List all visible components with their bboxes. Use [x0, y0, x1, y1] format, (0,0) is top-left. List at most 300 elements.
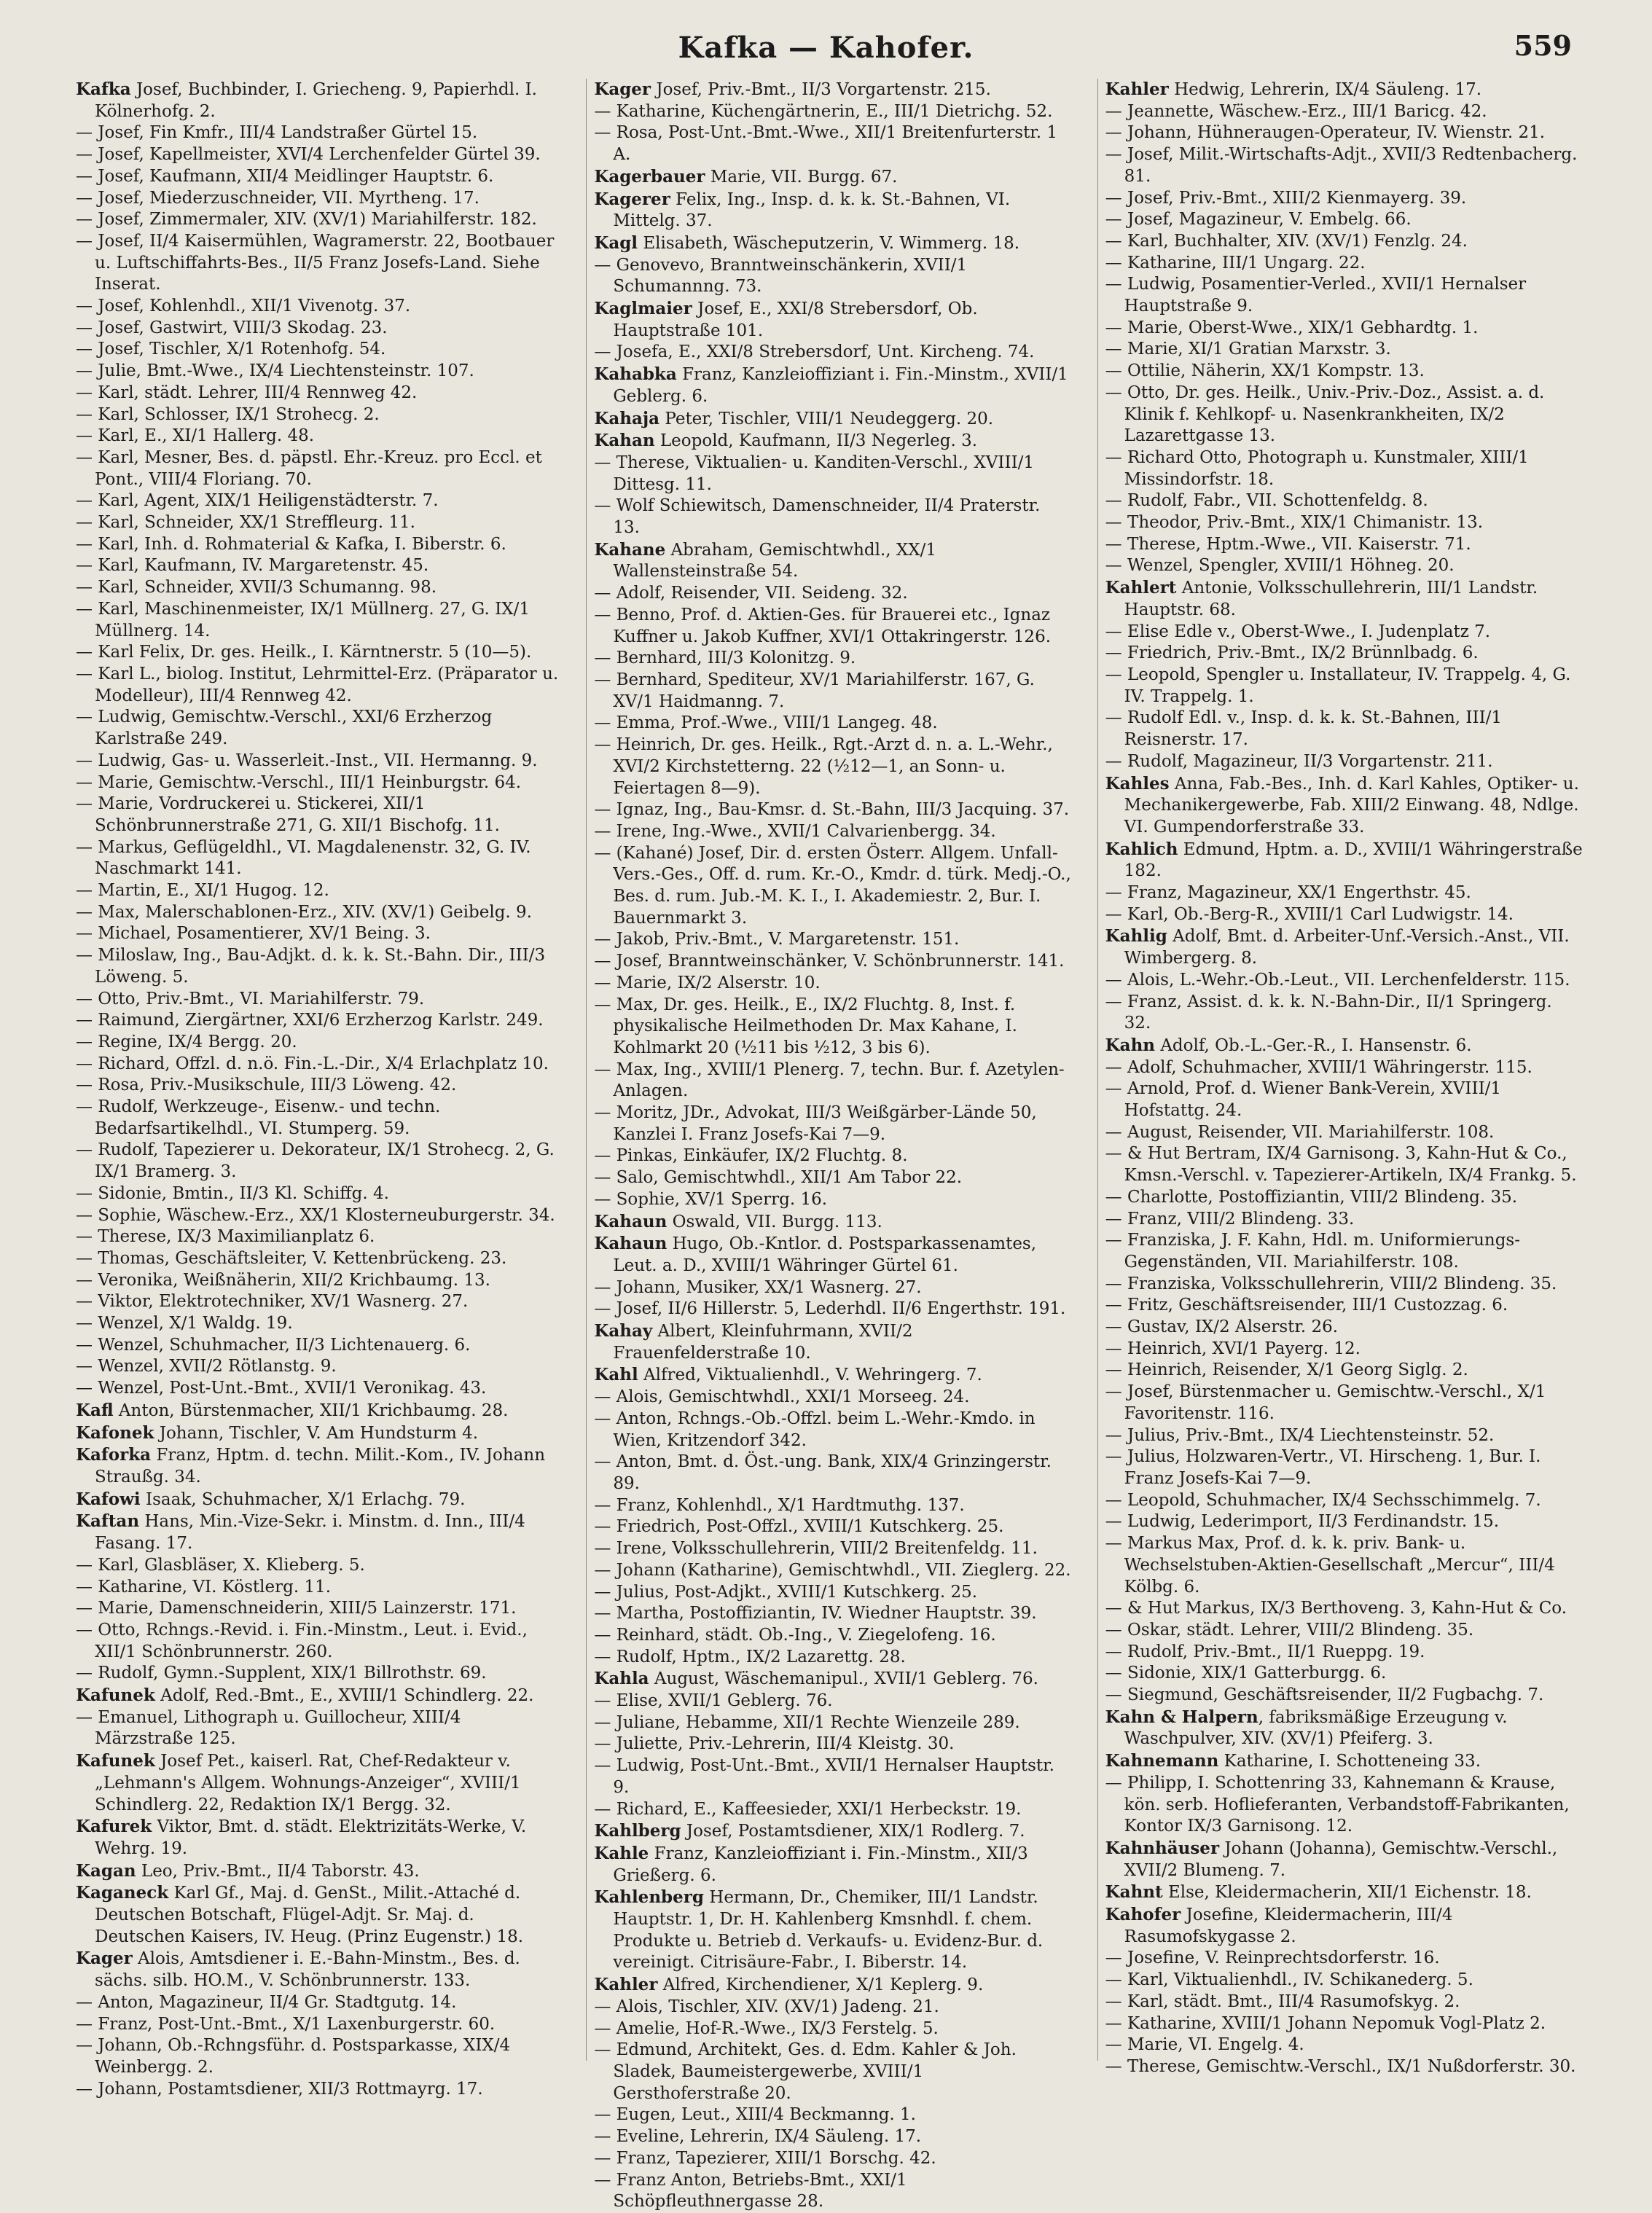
entry-text: — Josef, Kapellmeister, XVI/4 Lerchenfelder Gürtel 39. [76, 145, 541, 165]
entry-text: — Emma, Prof.-Wwe., VIII/1 Langeg. 48. [594, 713, 938, 733]
entry-surname: Kagan [76, 1860, 136, 1881]
directory-entry [1105, 1773, 1583, 1838]
directory-entry [76, 318, 560, 340]
entry-surname: Kahaja [594, 408, 660, 428]
directory-entry [1105, 2056, 1583, 2078]
entry-text: — Therese, Gemischtw.-Verschl., IX/1 Nußdorferstr. 30. [1105, 2056, 1576, 2076]
directory-entry [594, 2126, 1071, 2148]
entry-text: — Regine, IX/4 Bergg. 20. [76, 1032, 297, 1051]
directory-entry [594, 1843, 1071, 1887]
entry-surname: Kahnemann [1105, 1751, 1219, 1771]
entry-text: — Heinrich, Reisender, X/1 Georg Siglg. 2. [1105, 1360, 1468, 1380]
entry-text: — Fritz, Geschäftsreisender, III/1 Custozzag. 6. [1105, 1296, 1508, 1315]
directory-entry [594, 1712, 1071, 1734]
entry-text: — Franz, Assist. d. k. k. N.-Bahn-Dir., II/1 Springerg. 32. [1105, 992, 1552, 1033]
entry-surname: Kagerbauer [594, 166, 705, 187]
directory-entry [1105, 1991, 1583, 2013]
directory-entry [76, 404, 560, 426]
entry-text: — (Kahané) Josef, Dir. d. ersten Österr. Allgem. Unfall-Vers.-Ges., Off. d. rum. Kr.-O., Kmdr. d. türk. Medj.-O., Bes. d. rum. Jub.-M. K. I., I. Akademiestr. 2, Bur. I. Bauernmarkt 3. [594, 843, 1071, 928]
entry-text: — Rudolf Edl. v., Insp. d. k. k. St.-Bahnen, III/1 Reisnerstr. 17. [1105, 708, 1503, 750]
entry-text: Josef, Priv.-Bmt., II/3 Vorgartenstr. 215. [651, 80, 991, 99]
entry-text: Viktor, Bmt. d. städt. Elektrizitäts-Werke, V. Wehrg. 19. [95, 1817, 527, 1858]
directory-entry [594, 298, 1071, 342]
directory-entry [76, 1882, 560, 1948]
directory-entry [1105, 839, 1583, 882]
directory-entry [594, 1691, 1071, 1712]
entry-text: — Josef, Branntweinschänker, V. Schönbrunnerstr. 141. [594, 952, 1065, 971]
directory-entry [76, 1226, 560, 1248]
directory-entry [594, 408, 1071, 431]
directory-entry [76, 1620, 560, 1663]
directory-entry [594, 101, 1071, 123]
entry-text: — Marie, Vordruckerei u. Stickerei, XII/1 Schönbrunnerstraße 271, G. XII/1 Bischofg. 11. [76, 794, 500, 835]
entry-text: — Therese, IX/3 Maximilianplatz 6. [76, 1227, 375, 1247]
entry-text: — Wenzel, XVII/2 Rötlanstg. 9. [76, 1357, 337, 1376]
entry-surname: Kahan [594, 431, 655, 451]
directory-entry [1105, 101, 1583, 123]
entry-surname: Kafowi [76, 1489, 141, 1509]
entry-text: — Josef, Zimmermaler, XIV. (XV/1) Mariahilferstr. 182. [76, 210, 537, 230]
entry-text: — Josef, Bürstenmacher u. Gemischtw.-Verschl., X/1 Favoritenstr. 116. [1105, 1382, 1546, 1423]
entry-text: — Benno, Prof. d. Aktien-Ges. für Brauerei etc., Ignaz Kuffner u. Jakob Kuffner, XVI/1 Ottakringerstr. 126. [594, 605, 1052, 646]
entry-text: — Julius, Priv.-Bmt., IX/4 Liechtensteinstr. 52. [1105, 1425, 1495, 1445]
entry-text: — Otto, Rchngs.-Revid. i. Fin.-Minstm., Leut. i. Evid., XII/1 Schönbrunnerstr. 260. [76, 1620, 528, 1661]
directory-entry [1105, 773, 1583, 839]
directory-entry [1105, 383, 1583, 447]
directory-entry [76, 209, 560, 231]
entry-text: — Genovevo, Branntweinschänkerin, XVII/1 Schumannng. 73. [594, 255, 968, 297]
entry-text: — Wenzel, Spengler, XVIII/1 Höhneg. 20. [1105, 556, 1455, 576]
directory-entry [76, 188, 560, 210]
entry-text: Franz, Kanzleioffiziant i. Fin.-Minstm., XII/3 Grießerg. 6. [613, 1844, 1028, 1885]
entry-text: — Richard Otto, Photograph u. Kunstmaler, XIII/1 Missindorfstr. 18. [1105, 447, 1529, 489]
directory-entry [76, 1400, 560, 1422]
entry-text: — Arnold, Prof. d. Wiener Bank-Verein, XVIII/1 Hofstattg. 24. [1105, 1079, 1502, 1121]
directory-entry [1105, 1511, 1583, 1533]
entry-surname: Kaftan [76, 1511, 140, 1532]
entry-surname: Kahaun [594, 1211, 668, 1231]
entry-surname: Kahlberg [594, 1821, 681, 1841]
entry-text: — Karl, Agent, XIX/1 Heiligenstädterstr. 7. [76, 491, 439, 511]
entry-text: — Josef, Tischler, X/1 Rotenhofg. 54. [76, 340, 386, 359]
directory-entry [1105, 708, 1583, 751]
entry-text: — Eveline, Lehrerin, IX/4 Säuleng. 17. [594, 2127, 922, 2147]
directory-entry [594, 1603, 1071, 1625]
entry-text: Hugo, Ob.-Kntlor. d. Postsparkassenamtes, Leut. a. D., XVIII/1 Währinger Gürtel 61. [613, 1234, 1037, 1275]
entry-text: — Friedrich, Priv.-Bmt., IX/2 Brünnlbadg. 6. [1105, 643, 1479, 663]
entry-surname: Kahlig [1105, 926, 1167, 947]
entry-surname: Kahler [594, 1975, 658, 1995]
entry-text: Elisabeth, Wäscheputzerin, V. Wimmerg. 18. [638, 233, 1020, 253]
entry-text: — Leopold, Schuhmacher, IX/4 Sechsschimmelg. 7. [1105, 1490, 1541, 1510]
entry-text: — August, Reisender, VII. Mariahilferstr. 108. [1105, 1122, 1495, 1142]
entry-text: — Jakob, Priv.-Bmt., V. Margaretenstr. 151. [594, 930, 960, 949]
directory-entry [594, 1060, 1071, 1102]
directory-entry [76, 1598, 560, 1620]
entry-text: — Johann, Postamtsdiener, XII/3 Rottmayrg. 17. [76, 2079, 483, 2099]
entry-text: — Moritz, JDr., Advokat, III/3 Weißgärber-Lände 50, Kanzlei I. Franz Josefs-Kai 7—9. [594, 1103, 1037, 1144]
directory-entry [76, 447, 560, 490]
directory-entry [594, 735, 1071, 799]
entry-text: — Max, Dr. ges. Heilk., E., IX/2 Fluchtg. 8, Inst. f. physikalische Heilmethoden Dr. Max Kahane, I. Kohlmarkt 20 (½11 bis ½12, 3 bis 6). [594, 995, 1017, 1057]
entry-surname: Kahles [1105, 773, 1170, 794]
entry-text: — Elise Edle v., Oberst-Wwe., I. Judenplatz 7. [1105, 622, 1491, 641]
entry-text: Oswald, VII. Burgg. 113. [667, 1212, 882, 1231]
entry-text: — Amelie, Hof-R.-Wwe., IX/3 Ferstelg. 5. [594, 2018, 939, 2038]
entry-text: — Josef, Gastwirt, VIII/3 Skodag. 23. [76, 318, 388, 337]
entry-text: — Katharine, VI. Köstlerg. 11. [76, 1577, 332, 1597]
entry-surname: Kaganeck [76, 1883, 169, 1903]
directory-entry [76, 2014, 560, 2036]
directory-entry [76, 1750, 560, 1816]
entry-text: Franz, Kanzleioffiziant i. Fin.-Minstm., XVII/1 Geblerg. 6. [613, 365, 1068, 406]
entry-text: — Franz, Magazineur, XX/1 Engerthstr. 45. [1105, 883, 1471, 903]
directory-entry [594, 1102, 1071, 1145]
directory-entry [1105, 1642, 1583, 1664]
entry-surname: Kahabka [594, 364, 677, 385]
entry-text: — Josef, Priv.-Bmt., XIII/2 Kienmayerg. 39. [1105, 188, 1467, 208]
entry-text: — Siegmund, Geschäftsreisender, II/2 Fugbachg. 7. [1105, 1685, 1544, 1705]
directory-entry [76, 490, 560, 512]
directory-entry [76, 144, 560, 166]
columns-container [76, 79, 1583, 2212]
directory-entry [1105, 1035, 1583, 1057]
entry-text: Albert, Kleinfuhrmann, XVII/2 Frauenfelderstraße 10. [613, 1322, 913, 1363]
entry-text: — Anton, Rchngs.-Ob.-Offzl. beim L.-Wehr.-Kmdo. in Wien, Kritzendorf 342. [594, 1409, 1036, 1450]
directory-entry [594, 2018, 1071, 2040]
directory-entry [1105, 1838, 1583, 1881]
entry-text: — Sidonie, XIX/1 Gatterburgg. 6. [1105, 1664, 1387, 1683]
entry-text: , fabriksmäßige Erzeugung v. Waschpulver, XIV. (XV/1) Pfeiferg. 3. [1124, 1707, 1508, 1749]
entry-text: — Karl, Inh. d. Rohmaterial & Kafka, I. Biberstr. 6. [76, 534, 506, 554]
directory-entry [1105, 274, 1583, 317]
entry-text: — Miloslaw, Ing., Bau-Adjkt. d. k. k. St.-Bahn. Dir., III/3 Löweng. 5. [76, 946, 546, 987]
directory-entry [594, 166, 1071, 189]
entry-surname: Kahaun [594, 1234, 668, 1254]
entry-text: Josef, Postamtsdiener, XIX/1 Rodlerg. 7. [681, 1822, 1025, 1841]
entry-text: — Rosa, Priv.-Musikschule, III/3 Löweng. 42. [76, 1076, 457, 1095]
entry-text: — Max, Ing., XVIII/1 Plenerg. 7, techn. Bur. f. Azetylen-Anlagen. [594, 1060, 1065, 1101]
directory-entry [594, 995, 1071, 1060]
entry-surname: Kahn & Halpern [1105, 1707, 1258, 1727]
directory-entry [594, 843, 1071, 930]
directory-entry [594, 1495, 1071, 1517]
entry-text: — Josef, II/4 Kaisermühlen, Wagramerstr. 22, Bootbauer u. Luftschiffahrts-Bes., II/5 Franz Josefs-Land. Siehe Inserat. [76, 231, 555, 294]
directory-entry [1105, 231, 1583, 253]
directory-entry [1105, 1620, 1583, 1642]
directory-entry [76, 1444, 560, 1488]
entry-text: — Oskar, städt. Lehrer, VIII/2 Blindeng. 35. [1105, 1620, 1474, 1640]
entry-text: — Johann (Katharine), Gemischtwhdl., VII. Zieglerg. 22. [594, 1560, 1071, 1580]
directory-entry [1105, 144, 1583, 187]
entry-text: — Sophie, Wäschew.-Erz., XX/1 Klosterneuburgerstr. 34. [76, 1205, 555, 1225]
directory-entry [76, 339, 560, 361]
directory-entry [594, 1277, 1071, 1299]
entry-text: — Karl L., biolog. Institut, Lehrmittel-Erz. (Präparator u. Modelleur), III/4 Rennweg 42. [76, 664, 559, 705]
entry-surname: Kaforka [76, 1445, 152, 1465]
directory-entry [76, 945, 560, 988]
entry-text: — Rudolf, Werkzeuge-, Eisenw.- und techn. Bedarfsartikelhdl., VI. Stumperg. 59. [76, 1097, 441, 1138]
directory-entry [76, 1335, 560, 1357]
entry-text: Abraham, Gemischtwhdl., XX/1 Wallensteinstraße 54. [613, 540, 937, 581]
entry-text: — Karl, E., XI/1 Hallerg. 48. [76, 426, 315, 446]
entry-text: — Franziska, Volksschullehrerin, VIII/2 Blindeng. 35. [1105, 1274, 1557, 1293]
entry-text: — Franz, Post-Unt.-Bmt., X/1 Laxenburgerstr. 60. [76, 2014, 496, 2034]
directory-entry [1105, 1948, 1583, 1970]
entry-surname: Kahane [594, 539, 666, 560]
directory-entry [1105, 512, 1583, 534]
directory-entry [76, 707, 560, 750]
page-number: 559 [1514, 29, 1572, 62]
directory-entry [76, 1010, 560, 1032]
entry-text: — Sophie, XV/1 Sperrg. 16. [594, 1189, 828, 1209]
entry-text: — Franz, VIII/2 Blindeng. 33. [1105, 1209, 1355, 1229]
entry-surname: Kafka [76, 79, 131, 99]
directory-entry [76, 1511, 560, 1554]
directory-entry [1105, 622, 1583, 643]
directory-entry [76, 1577, 560, 1599]
entry-text: — Martin, E., XI/1 Hugog. 12. [76, 881, 329, 901]
entry-text: — Richard, Offzl. d. n.ö. Fin.-L.-Dir., X/4 Erlachplatz 10. [76, 1054, 549, 1073]
directory-entry [594, 79, 1071, 101]
directory-entry [594, 2040, 1071, 2104]
directory-entry [1105, 1425, 1583, 1447]
entry-text: Adolf, Ob.-L.-Ger.-R., I. Hansenstr. 6. [1155, 1035, 1472, 1055]
entry-surname: Kahofer [1105, 1905, 1181, 1925]
entry-surname: Kahlenberg [594, 1887, 704, 1908]
entry-text: — Rudolf, Tapezierer u. Dekorateur, IX/1 Strohecg. 2, G. IX/1 Bramerg. 3. [76, 1140, 555, 1182]
directory-entry [594, 1387, 1071, 1409]
entry-text: — Pinkas, Einkäufer, IX/2 Fluchtg. 8. [594, 1146, 908, 1166]
directory-entry [1105, 1317, 1583, 1339]
directory-entry [76, 1992, 560, 2014]
directory-entry [1105, 1122, 1583, 1144]
directory-entry [594, 453, 1071, 496]
entry-text: Leopold, Kaufmann, II/3 Negerleg. 3. [654, 431, 978, 451]
directory-entry [76, 599, 560, 642]
entry-text: — Rudolf, Magazineur, II/3 Vorgartenstr. 211. [1105, 751, 1493, 771]
directory-entry [1105, 339, 1583, 361]
directory-entry [594, 496, 1071, 538]
entry-text: — Edmund, Architekt, Ges. d. Edm. Kahler & Joh. Sladek, Baumeistergewerbe, XVIII/1 Gersthoferstraße 20. [594, 2040, 1017, 2103]
entry-surname: Kaglmaier [594, 299, 692, 319]
column-3 [1097, 79, 1583, 2076]
entry-surname: Kagerer [594, 189, 670, 209]
entry-text: — Karl, Maschinenmeister, IX/1 Müllnerg. 27, G. IX/1 Müllnerg. 14. [76, 599, 530, 641]
directory-entry [76, 534, 560, 556]
directory-entry [594, 1538, 1071, 1560]
directory-entry [1105, 79, 1583, 101]
directory-entry [76, 1378, 560, 1400]
entry-surname: Kafunek [76, 1751, 155, 1771]
entry-text: — Franz, Kohlenhdl., X/1 Hardtmuthg. 137. [594, 1495, 965, 1515]
entry-text: — Salo, Gemischtwhdl., XII/1 Am Tabor 22. [594, 1168, 963, 1188]
entry-text: — Wenzel, Schuhmacher, II/3 Lichtenauerg. 6. [76, 1335, 471, 1355]
entry-text: — Josef, Magazineur, V. Embelg. 66. [1105, 210, 1412, 230]
directory-entry [76, 1948, 560, 1991]
directory-entry [76, 1054, 560, 1076]
entry-text: — Jeannette, Wäschew.-Erz., III/1 Baricg. 42. [1105, 101, 1487, 121]
entry-text: Anton, Bürstenmacher, XII/1 Krichbaumg. 28. [113, 1401, 509, 1420]
directory-entry [594, 1145, 1071, 1167]
directory-entry [76, 1707, 560, 1750]
directory-entry [76, 122, 560, 144]
directory-entry [1105, 1663, 1583, 1685]
directory-entry [594, 1974, 1071, 1997]
directory-entry [594, 1755, 1071, 1798]
directory-entry [594, 670, 1071, 713]
entry-text: — Therese, Viktualien- u. Kanditen-Verschl., XVIII/1 Dittesg. 11. [594, 453, 1035, 494]
entry-text: Johann (Johanna), Gemischtw.-Verschl., XVII/2 Blumeng. 7. [1124, 1838, 1558, 1880]
entry-text: — Marie, Oberst-Wwe., XIX/1 Gebhardtg. 1. [1105, 318, 1479, 337]
directory-entry [594, 1997, 1071, 2018]
column-2 [586, 79, 1071, 2212]
entry-text: — Wenzel, Post-Unt.-Bmt., XVII/1 Veronikag. 43. [76, 1379, 487, 1398]
directory-entry [76, 1205, 560, 1227]
directory-entry [76, 512, 560, 534]
directory-entry [1105, 1881, 1583, 1904]
entry-text: — Markus, Geflügeldhl., VI. Magdalenenstr. 32, G. IV. Naschmarkt 141. [76, 837, 531, 879]
entry-text: — Reinhard, städt. Ob.-Ing., V. Ziegelofeng. 16. [594, 1625, 996, 1645]
directory-entry [76, 1422, 560, 1445]
directory-entry [1105, 882, 1583, 904]
entry-text: Edmund, Hptm. a. D., XVIII/1 Währingerstraße 182. [1124, 839, 1583, 881]
directory-entry [1105, 1295, 1583, 1317]
directory-entry [1105, 2013, 1583, 2035]
directory-entry [1105, 1533, 1583, 1598]
entry-text: Franz, Hptm. d. techn. Milit.-Kom., IV. Johann Straußg. 34. [95, 1446, 546, 1487]
entry-text: — Bernhard, Spediteur, XV/1 Mariahilferstr. 167, G. XV/1 Haidmanng. 7. [594, 670, 1035, 711]
directory-entry [76, 1270, 560, 1292]
entry-text: Hermann, Dr., Chemiker, III/1 Landstr. Hauptstr. 1, Dr. H. Kahlenberg Kmsnhdl. f. chem. Produkte u. Betrieb d. Verkaufs- u. Evidenz-Bur. d. vereinigt. Citrisäure-Fabr., I. Biberstr. 14. [613, 1888, 1044, 1973]
directory-entry [76, 1248, 560, 1270]
entry-text: — Josef, Kaufmann, XII/4 Meidlinger Hauptstr. 6. [76, 166, 494, 186]
entry-text: — Marie, XI/1 Gratian Marxstr. 3. [1105, 340, 1391, 359]
entry-surname: Kager [594, 79, 651, 99]
entry-text: — & Hut Bertram, IX/4 Garnisong. 3, Kahn-Hut & Co., Kmsn.-Verschl. v. Tapezierer-Artikeln, IX/4 Frankg. 5. [1105, 1144, 1577, 1186]
directory-entry [594, 1364, 1071, 1387]
entry-surname: Kahn [1105, 1035, 1156, 1055]
directory-entry [1105, 1143, 1583, 1186]
entry-text: — Raimund, Ziergärtner, XXI/6 Erzherzog Karlstr. 249. [76, 1011, 544, 1030]
entry-text: — Rosa, Post-Unt.-Bmt.-Wwe., XII/1 Breitenfurterstr. 1 A. [594, 123, 1058, 165]
directory-entry [1105, 361, 1583, 383]
entry-text: — Rudolf, Hptm., IX/2 Lazarettg. 28. [594, 1647, 906, 1666]
entry-text: Johann, Tischler, V. Am Hundsturm 4. [154, 1423, 479, 1443]
directory-entry [76, 772, 560, 794]
directory-entry [594, 1820, 1071, 1843]
entry-text: — Veronika, Weißnäherin, XII/2 Krichbaumg. 13. [76, 1270, 490, 1290]
entry-text: — Adolf, Reisender, VII. Seideng. 32. [594, 584, 908, 603]
directory-entry [76, 1097, 560, 1140]
entry-text: — Heinrich, Dr. ges. Heilk., Rgt.-Arzt d. n. a. L.-Wehr., XVI/2 Kirchstetterng. 22 (½12—1, an Sonn- u. Feiertagen 8—9). [594, 735, 1053, 798]
entry-text: — Leopold, Spengler u. Installateur, IV. Trappelg. 4, G. IV. Trappelg. 1. [1105, 665, 1571, 706]
directory-entry [76, 923, 560, 945]
entry-surname: Kahlert [1105, 578, 1177, 598]
directory-entry [1105, 555, 1583, 577]
directory-entry [594, 342, 1071, 364]
entry-surname: Kahlich [1105, 839, 1178, 859]
entry-text: — Josef, Miederzuschneider, VII. Myrtheng. 17. [76, 188, 479, 208]
entry-text: — Marie, Gemischtw.-Verschl., III/1 Heinburgstr. 64. [76, 772, 522, 792]
directory-entry [594, 255, 1071, 298]
entry-text: Alfred, Kirchendiener, X/1 Keplerg. 9. [657, 1975, 984, 1995]
entry-text: — Josef, II/6 Hillerstr. 5, Lederhdl. II/6 Engerthstr. 191. [594, 1299, 1066, 1319]
entry-text: — Anton, Magazineur, II/4 Gr. Stadtgutg. 14. [76, 1992, 457, 2012]
entry-surname: Kahay [594, 1321, 653, 1341]
entry-text: — Gustav, IX/2 Alserstr. 26. [1105, 1317, 1339, 1337]
directory-entry [1105, 1078, 1583, 1121]
directory-entry [76, 231, 560, 296]
directory-entry [76, 1140, 560, 1183]
directory-entry [76, 361, 560, 383]
directory-entry [594, 821, 1071, 843]
directory-entry [76, 79, 560, 122]
directory-entry [1105, 1360, 1583, 1382]
entry-text: — Martha, Postoffiziantin, IV. Wiedner Hauptstr. 39. [594, 1604, 1037, 1623]
entry-text: — Karl, Buchhalter, XIV. (XV/1) Fenzlg. 24. [1105, 231, 1468, 251]
entry-text: — Franz Anton, Betriebs-Bmt., XXI/1 Schöpfleuthnergasse 28. [594, 2170, 907, 2212]
directory-entry [1105, 1446, 1583, 1489]
entry-text: — Rudolf, Fabr., VII. Schottenfeldg. 8. [1105, 491, 1428, 511]
directory-entry [594, 189, 1071, 232]
entry-text: — Karl, Ob.-Berg-R., XVIII/1 Carl Ludwigstr. 14. [1105, 904, 1514, 924]
entry-text: Josefine, Kleidermacherin, III/4 Rasumofskygasse 2. [1124, 1905, 1453, 1946]
directory-entry [1105, 1382, 1583, 1425]
entry-text: — Ignaz, Ing., Bau-Kmsr. d. St.-Bahn, III/3 Jacquing. 37. [594, 800, 1070, 820]
entry-text: — Josef, Milit.-Wirtschafts-Adjt., XVII/3 Redtenbacherg. 81. [1105, 145, 1578, 186]
directory-entry [1105, 665, 1583, 708]
directory-entry [594, 1189, 1071, 1211]
entry-text: — Otto, Priv.-Bmt., VI. Mariahilferstr. 79. [76, 989, 425, 1008]
entry-text: — Ludwig, Gas- u. Wasserleit.-Inst., VII. Hermanng. 9. [76, 751, 538, 770]
directory-entry [76, 2035, 560, 2078]
entry-text: — Ludwig, Gemischtw.-Verschl., XXI/6 Erzherzog Karlstraße 249. [76, 708, 493, 749]
directory-entry [1105, 1230, 1583, 1273]
directory-entry [594, 1233, 1071, 1277]
directory-entry [1105, 577, 1583, 621]
entry-surname: Kager [76, 1948, 133, 1969]
directory-entry [1105, 1187, 1583, 1209]
entry-text: — Michael, Posamentierer, XV/1 Being. 3. [76, 924, 431, 944]
directory-entry [594, 1211, 1071, 1234]
entry-surname: Kahle [594, 1843, 649, 1863]
directory-entry [1105, 188, 1583, 210]
directory-entry [1105, 1209, 1583, 1231]
entry-text: — Wenzel, X/1 Waldg. 19. [76, 1314, 293, 1333]
directory-entry [76, 1313, 560, 1335]
directory-entry [76, 1356, 560, 1378]
entry-text: — Alois, L.-Wehr.-Ob.-Leut., VII. Lerchenfelderstr. 115. [1105, 970, 1570, 990]
entry-text: — Juliette, Priv.-Lehrerin, III/4 Kleistg. 30. [594, 1734, 955, 1754]
entry-text: Karl Gf., Maj. d. GenSt., Milit.-Attaché d. Deutschen Botschaft, Flügel-Adjt. Sr. Maj. d. Deutschen Kaisers, IV. Heug. (Prinz Eugenstr.) 18. [95, 1884, 524, 1946]
directory-entry [76, 426, 560, 447]
directory-entry [594, 1887, 1071, 1974]
directory-entry [76, 166, 560, 188]
entry-text: Adolf, Bmt. d. Arbeiter-Unf.-Versich.-Anst., VII. Wimbergerg. 8. [1124, 927, 1570, 968]
directory-entry [594, 1560, 1071, 1582]
entry-text: — Katharine, XVIII/1 Johann Nepomuk Vogl-Platz 2. [1105, 2013, 1546, 2033]
directory-entry [76, 1075, 560, 1097]
directory-entry [594, 2104, 1071, 2126]
entry-surname: Kahnt [1105, 1882, 1163, 1903]
directory-entry [76, 577, 560, 599]
entry-text: — Franz, Tapezierer, XIII/1 Borschg. 42. [594, 2148, 936, 2168]
directory-entry [76, 2079, 560, 2101]
directory-entry [1105, 1057, 1583, 1079]
page-title: Kafka — Kahofer. [678, 31, 974, 65]
entry-text: — Viktor, Elektrotechniker, XV/1 Wasnerg. 27. [76, 1292, 469, 1312]
